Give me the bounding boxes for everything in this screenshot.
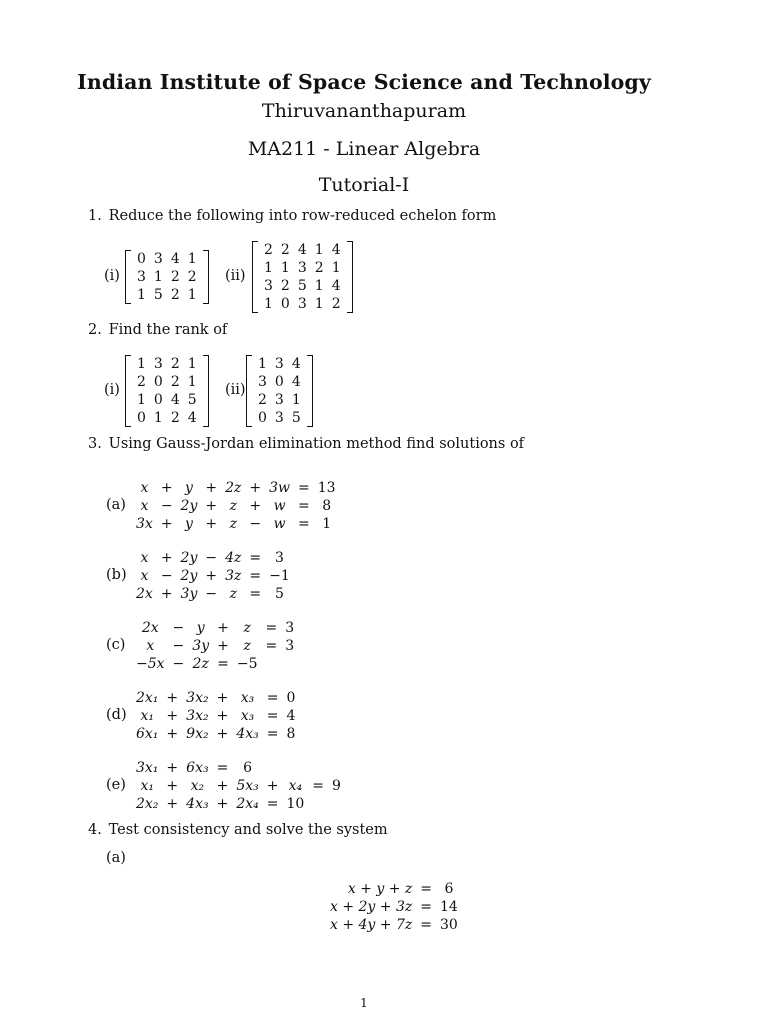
matrix-entry: 1 (137, 392, 146, 408)
left-bracket (252, 241, 258, 313)
equation-term: − (205, 586, 218, 602)
equation-term: 4x₃ (186, 796, 209, 812)
equation-row (132, 479, 340, 497)
equation-term (282, 759, 308, 777)
equation-term: + (166, 796, 179, 812)
right-bracket (203, 355, 209, 427)
equation-term: x + y + z (347, 881, 413, 897)
equation-term: 3x (136, 516, 153, 532)
equation-row (132, 795, 345, 813)
equation-term (263, 759, 283, 777)
matrix-entry: 2 (264, 242, 273, 258)
matrix-entry: 1 (153, 410, 163, 426)
matrix-2-i (125, 355, 209, 427)
equation-term: 9x₂ (186, 726, 209, 742)
equation-term: z (229, 498, 237, 514)
equation-term: = (420, 899, 432, 915)
problem-text: Find the rank of (108, 322, 228, 338)
equation-term: 4 (286, 708, 296, 724)
equation-term: = (266, 708, 279, 724)
equation-term: = (298, 498, 310, 514)
matrix-entry: 3 (274, 356, 284, 372)
equation-term: = (420, 917, 432, 933)
system-label: (d) (106, 707, 127, 723)
matrix-entry: 1 (314, 242, 324, 258)
matrix-row (254, 409, 305, 427)
matrix-entry: 1 (187, 356, 197, 372)
system-3e (132, 759, 345, 813)
matrix-entry: 1 (137, 356, 146, 372)
equation-row (132, 549, 294, 567)
equation-term: 2x (136, 586, 153, 602)
matrix-entry: 3 (297, 296, 307, 312)
matrix-row (260, 241, 345, 259)
matrix-entry: 3 (274, 410, 284, 426)
matrix-entry: 1 (137, 287, 146, 303)
equation-term: z (243, 638, 251, 654)
equation-term: + (216, 796, 229, 812)
equation-term: x₂ (190, 778, 205, 794)
equation-term: + (249, 498, 262, 514)
right-bracket (203, 250, 209, 304)
equation-term: + (217, 620, 229, 636)
matrix-entry: 1 (314, 278, 324, 294)
equation-term: 14 (440, 899, 458, 915)
equation-term: + (166, 690, 179, 706)
equation-term (281, 655, 298, 673)
equation-term: 3z (225, 568, 242, 584)
equation-term: = (298, 480, 310, 496)
equation-row (132, 637, 298, 655)
equation-term: + (266, 778, 279, 794)
matrix-entry: 1 (291, 392, 301, 408)
matrix-entry: 2 (258, 392, 267, 408)
equation-term: 1 (322, 516, 332, 532)
matrix-entry: 2 (170, 269, 180, 285)
equation-term: = (249, 550, 262, 566)
system-3c (132, 619, 298, 673)
equation-term: x₁ (140, 778, 154, 794)
equation-term: 3x₁ (136, 760, 159, 776)
equation-term: x (140, 568, 149, 584)
matrix-entry: 0 (137, 251, 146, 267)
equation-term: − (172, 638, 185, 654)
equation-term: = (266, 690, 279, 706)
matrix-entry: 1 (187, 287, 197, 303)
equation-row (132, 585, 294, 603)
equation-term: 13 (317, 480, 336, 496)
matrix-entry: 5 (153, 287, 163, 303)
left-bracket (246, 355, 252, 427)
matrix-row (133, 409, 201, 427)
matrix-row (133, 286, 201, 304)
equation-row (132, 655, 298, 673)
problem-2 (88, 322, 227, 338)
equation-term: 2x (141, 620, 159, 636)
system-3b (132, 549, 294, 603)
equation-term: 2z (192, 656, 209, 672)
system-label: (a) (106, 497, 126, 513)
matrix-entry: 1 (187, 374, 197, 390)
system-3d (132, 689, 299, 743)
equation-term: + (205, 480, 218, 496)
matrix-entry: 1 (153, 269, 163, 285)
matrix-row (133, 268, 201, 286)
matrix-entry: 4 (291, 374, 301, 390)
matrix-entry: 0 (153, 374, 163, 390)
matrix-entry: 3 (264, 278, 273, 294)
equation-term: 2y (180, 568, 198, 584)
matrix-entry: 1 (258, 356, 267, 372)
matrix-entry: 3 (137, 269, 146, 285)
equation-term: + (216, 690, 229, 706)
matrix-entry: 0 (280, 296, 290, 312)
equation-term: + (216, 778, 229, 794)
matrix-row (133, 373, 201, 391)
matrix-label: (ii) (225, 268, 246, 284)
matrix-entry: 2 (170, 356, 180, 372)
equation-row (132, 689, 299, 707)
equation-row (326, 916, 462, 934)
problem-number: 2. (88, 322, 102, 338)
equation-term: 3w (269, 480, 291, 496)
equation-term: w (273, 516, 286, 532)
equation-term: 2y (180, 498, 198, 514)
equation-term: 9 (332, 778, 341, 794)
equation-term: + (249, 480, 262, 496)
equation-term: 10 (286, 796, 305, 812)
equation-term: y (185, 480, 193, 496)
equation-row (132, 777, 345, 795)
equation-term: − (160, 568, 173, 584)
equation-term: 3 (285, 620, 295, 636)
matrix-row (260, 277, 345, 295)
matrix-entry: 1 (314, 296, 324, 312)
problem-4 (88, 822, 388, 838)
equation-term (328, 759, 345, 777)
equation-term: + (217, 638, 229, 654)
equation-term: z (243, 620, 251, 636)
equation-term: = (217, 656, 229, 672)
matrix-entry: 5 (291, 410, 301, 426)
equation-term: 30 (440, 917, 458, 933)
matrix-entry: 5 (297, 278, 307, 294)
equation-term: 3 (275, 550, 284, 566)
problem-text: Using Gauss-Jordan elimination method find solutions of (108, 436, 525, 452)
matrix-entry: 3 (274, 392, 284, 408)
matrix-entry: 2 (280, 278, 290, 294)
city-title: Thiruvananthapuram (261, 100, 467, 122)
equation-term: = (266, 796, 279, 812)
sub-label: (a) (106, 850, 126, 866)
page-number: 1 (360, 996, 368, 1010)
matrix-entry: 4 (331, 242, 341, 258)
left-bracket (125, 355, 131, 427)
equation-term: 3x₂ (186, 708, 209, 724)
equation-row (132, 707, 299, 725)
matrix-entry: 2 (187, 269, 197, 285)
problem-text: Reduce the following into row-reduced echelon form (108, 208, 497, 224)
equation-term: − (172, 620, 185, 636)
equation-row (326, 898, 462, 916)
equation-term: − (205, 550, 218, 566)
matrix-entry: 4 (170, 392, 180, 408)
equation-term: + (160, 480, 173, 496)
matrix-entry: 4 (297, 242, 307, 258)
matrix-row (260, 259, 345, 277)
equation-term: −5x (136, 656, 165, 672)
equation-term: x + 2y + 3z (330, 899, 413, 915)
matrix-entry: 2 (170, 287, 180, 303)
right-bracket (347, 241, 353, 313)
equation-term: = (249, 568, 262, 584)
equation-term: + (205, 498, 218, 514)
matrix-entry: 0 (137, 410, 146, 426)
system-label: (c) (106, 637, 126, 653)
equation-term: 8 (322, 498, 332, 514)
matrix-label: (i) (104, 382, 120, 398)
matrix-entry: 0 (153, 392, 163, 408)
matrix-row (133, 355, 201, 373)
course-title: MA211 - Linear Algebra (247, 138, 481, 160)
equation-term: 4z (225, 550, 242, 566)
equation-term: x (146, 638, 155, 654)
left-bracket (125, 250, 131, 304)
matrix-entry: 2 (170, 410, 180, 426)
matrix-row (254, 355, 305, 373)
matrix-entry: 1 (264, 260, 273, 276)
equation-term: x₁ (140, 708, 154, 724)
matrix-entry: 1 (331, 260, 341, 276)
matrix-entry: 4 (291, 356, 301, 372)
matrix-entry: 3 (153, 356, 163, 372)
equation-term: = (249, 586, 262, 602)
equation-term: y (185, 516, 193, 532)
problem-text: Test consistency and solve the system (108, 822, 388, 838)
equation-term: + (160, 516, 173, 532)
equation-term: − (172, 656, 185, 672)
equation-term: = (265, 638, 278, 654)
equation-term: = (420, 881, 432, 897)
problem-number: 4. (88, 822, 102, 838)
equation-term: − (160, 498, 173, 514)
equation-term: 2y (180, 550, 198, 566)
equation-term: = (265, 620, 278, 636)
equation-row (132, 497, 340, 515)
equation-term: 2z (225, 480, 242, 496)
equation-term: 3x₂ (186, 690, 209, 706)
equation-term: x (140, 498, 149, 514)
equation-term: −5 (236, 656, 258, 672)
problem-1 (88, 208, 496, 224)
matrix-row (133, 391, 201, 409)
matrix-entry: 4 (187, 410, 197, 426)
equation-row (132, 725, 299, 743)
equation-term: 4x₃ (236, 726, 259, 742)
system-label: (e) (106, 777, 126, 793)
equation-term: + (205, 516, 218, 532)
equation-term: + (166, 726, 179, 742)
equation-term: = (266, 726, 279, 742)
matrix-entry: 3 (258, 374, 267, 390)
equation-term: = (216, 760, 229, 776)
matrix-entry: 4 (331, 278, 341, 294)
matrix-entry: 5 (187, 392, 197, 408)
matrix-1-i (125, 250, 209, 304)
matrix-entry: 2 (314, 260, 324, 276)
equation-term: x₄ (288, 778, 303, 794)
problem-number: 3. (88, 436, 102, 452)
equation-term: w (273, 498, 286, 514)
tutorial-title: Tutorial-I (318, 174, 410, 196)
matrix-entry: 0 (274, 374, 284, 390)
matrix-entry: 1 (187, 251, 197, 267)
matrix-row (254, 373, 305, 391)
equation-term (328, 795, 345, 813)
equation-term: y (196, 620, 205, 636)
matrix-entry: 2 (331, 296, 341, 312)
matrix-1-ii (252, 241, 353, 313)
equation-term: − (249, 516, 262, 532)
equation-term: + (166, 760, 179, 776)
equation-term: x (140, 550, 149, 566)
equation-row (132, 619, 298, 637)
equation-term: 5x₃ (236, 778, 259, 794)
system-3a (132, 479, 340, 533)
equation-row (132, 567, 294, 585)
equation-term: 6x₁ (136, 726, 159, 742)
matrix-label: (ii) (225, 382, 246, 398)
equation-term: = (312, 778, 325, 794)
equation-term: + (166, 778, 179, 794)
matrix-entry: 3 (297, 260, 307, 276)
equation-term: + (216, 708, 229, 724)
equation-term: 3y (192, 638, 210, 654)
equation-row (132, 759, 345, 777)
equation-term: + (216, 726, 229, 742)
equation-term: 6 (444, 881, 454, 897)
equation-row (326, 880, 462, 898)
matrix-row (260, 295, 345, 313)
equation-term (261, 655, 281, 673)
matrix-entry: 0 (258, 410, 267, 426)
matrix-entry: 1 (264, 296, 273, 312)
equation-term: 0 (286, 690, 296, 706)
equation-term: 3y (180, 586, 198, 602)
matrix-entry: 2 (137, 374, 146, 390)
equation-term: 6 (243, 760, 252, 776)
problem-3 (88, 436, 524, 452)
matrix-entry: 2 (170, 374, 180, 390)
equation-term: + (166, 708, 179, 724)
equation-term: 3 (285, 638, 295, 654)
equation-term: + (160, 586, 173, 602)
equation-term: + (205, 568, 218, 584)
equation-row (132, 515, 340, 533)
equation-term: 5 (275, 586, 284, 602)
problem-number: 1. (88, 208, 102, 224)
equation-term: z (229, 516, 237, 532)
equation-term: 2x₁ (136, 690, 159, 706)
equation-term: = (298, 516, 310, 532)
system-4a (326, 880, 462, 934)
equation-term (308, 795, 328, 813)
equation-term: + (160, 550, 173, 566)
matrix-entry: 4 (170, 251, 180, 267)
matrix-label: (i) (104, 268, 120, 284)
equation-term: −1 (269, 568, 290, 584)
matrix-entry: 2 (280, 242, 290, 258)
system-label: (b) (106, 567, 127, 583)
equation-term: x + 4y + 7z (330, 917, 413, 933)
equation-term: 2x₂ (136, 796, 159, 812)
institute-title: Indian Institute of Space Science and Technology (77, 70, 651, 94)
matrix-2-ii (246, 355, 313, 427)
matrix-entry: 3 (153, 251, 163, 267)
equation-term: 8 (286, 726, 296, 742)
equation-term: 2x₄ (236, 796, 259, 812)
equation-term: x₃ (240, 690, 255, 706)
equation-term: z (229, 586, 237, 602)
matrix-entry: 1 (280, 260, 290, 276)
equation-term: 6x₃ (186, 760, 209, 776)
equation-term: x₃ (240, 708, 255, 724)
equation-term: x (140, 480, 149, 496)
matrix-row (254, 391, 305, 409)
equation-term (308, 759, 328, 777)
matrix-row (133, 250, 201, 268)
right-bracket (307, 355, 313, 427)
